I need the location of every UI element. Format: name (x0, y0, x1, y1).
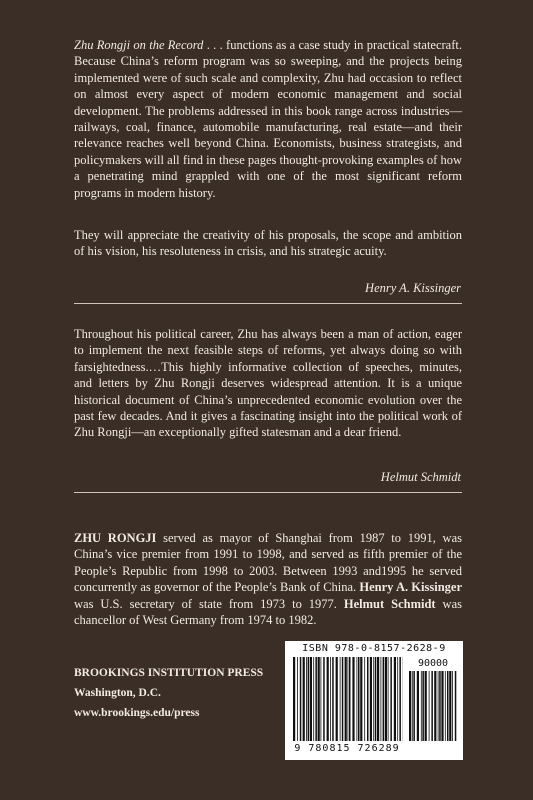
bio-text-schmidt: was chancellor of West Germany from 1974 to 1982. (74, 596, 462, 628)
barcode-bar (313, 657, 314, 741)
barcode-bar (409, 671, 411, 741)
schmidt-signature: Helmut Schmidt (380, 470, 461, 484)
barcode-bar (388, 657, 389, 741)
bio-name-zhu: ZHU RONGJI (74, 531, 157, 545)
barcode-bar (367, 657, 369, 741)
barcode-bar (377, 657, 379, 741)
publisher-url: www.brookings.edu/press (74, 707, 200, 719)
barcode-bar (315, 657, 317, 741)
barcode-bar (422, 671, 424, 741)
isbn-text: ISBN 978-0-8157-2628-9 (302, 643, 446, 654)
ean-number: 9 780815 726289 (294, 743, 400, 754)
author-bios (74, 530, 462, 628)
barcode-bar (375, 657, 377, 741)
publisher-city: Washington, D.C. (74, 687, 161, 699)
divider (74, 492, 462, 493)
kissinger-blurb (74, 37, 462, 201)
barcode-bar (373, 657, 374, 741)
barcode-bar (413, 671, 415, 741)
barcode-bar (297, 657, 298, 741)
barcode-bar (340, 657, 341, 741)
barcode-bar (310, 657, 312, 741)
barcode-bar (342, 657, 344, 741)
kissinger-signature: Henry A. Kissinger (365, 281, 461, 295)
barcode-bar (438, 671, 439, 741)
barcode-bar (358, 657, 360, 741)
addon-barcode-bars (409, 671, 457, 741)
barcode-bar (300, 657, 302, 741)
barcode-bar (429, 671, 430, 741)
price-code: 90000 (417, 658, 449, 669)
publisher-name: BROOKINGS INSTITUTION PRESS (74, 667, 264, 679)
bio-text-kissinger: was U.S. secretary of state from 1973 to 1977. (74, 596, 344, 611)
barcode-bar (364, 657, 365, 741)
barcode-bar (357, 657, 358, 741)
barcode-bar (381, 657, 382, 741)
barcode-bar (318, 657, 320, 741)
barcode-bar (417, 671, 419, 741)
divider (74, 303, 462, 304)
barcode-bar (441, 671, 443, 741)
barcode-bar (390, 657, 392, 741)
barcode-bar (345, 657, 347, 741)
barcode-bar (449, 671, 451, 741)
kissinger-blurb-second: They will appreciate the creativity of his proposals, the scope and ambition of his vision, his resoluteness in crisis, and his strategic acuity. (74, 228, 462, 259)
book-title: Zhu Rongji on the Record (74, 38, 204, 52)
barcode-bar (399, 657, 401, 741)
barcode-bar (293, 657, 295, 741)
schmidt-blurb: Throughout his political career, Zhu has always been a man of action, eager to implement the next feasible steps of reforms, yet always doing so with farsightedness.…This highly informative collection of speeches, minutes, and letters by Zhu Rongji deserves widespread attention. It is a unique historical document of China’s unprecedented economic evolution over the past few decades. And it gives a fascinating insight into the political work of Zhu Rongji—an exceptionally gifted statesman and a dear friend. (74, 327, 462, 440)
barcode-bar (412, 671, 413, 741)
barcode-bar (321, 657, 322, 741)
barcode-bar (431, 671, 433, 741)
barcode-bar (352, 657, 354, 741)
barcode-bar (323, 657, 325, 741)
barcode-bar (434, 671, 436, 741)
barcode-bar (445, 671, 446, 741)
bio-name-kissinger: Henry A. Kissinger (359, 580, 463, 595)
barcode-bar (383, 657, 385, 741)
barcode-bar (303, 657, 305, 741)
barcode-bar (336, 657, 338, 741)
barcode-bar (455, 671, 457, 741)
barcode-bar (349, 657, 351, 741)
barcode-bar (397, 657, 398, 741)
publisher-info (74, 663, 263, 723)
barcode-bar (306, 657, 307, 741)
barcode-bar (370, 657, 372, 741)
barcode-bar (327, 657, 329, 741)
barcode-bar (439, 671, 441, 741)
bio-name-schmidt: Helmut Schmidt (343, 596, 436, 611)
barcode-bar (308, 657, 310, 741)
bio-text-zhu: served as mayor of Shanghai from 1987 to 1991, was China’s vice premier from 1991 to 1998, and served as fifth premier of the People’s Republic from 1998 to 2003. Between 1993 and1995 he served concurrently as governor of the People’s Bank of China. (74, 531, 462, 595)
ean-barcode-bars (293, 657, 403, 741)
barcode-bar (447, 671, 449, 741)
barcode-bar (348, 657, 349, 741)
barcode-bar (385, 657, 387, 741)
isbn-barcode (285, 641, 463, 760)
barcode-bar (332, 657, 334, 741)
barcode-bar (330, 657, 331, 741)
barcode-bar (421, 671, 422, 741)
kissinger-blurb-text: . . . functions as a case study in practical statecraft. Because China’s reform program was so sweeping, and the projects being implemented were of such scale and complexity, Zhu had occasion to reflect on almost every aspect of modern economic management and social development. The problems addressed in this book range across industries—railways, coal, finance, automobile manufacturing, real estate—and their relevance reaches well beyond China. Economists, business strategists, and policymakers will all find in these pages thought-provoking examples of how a penetrating mind grappled with one of the most significant reform programs in modern history. (74, 38, 462, 200)
barcode-bar (394, 657, 396, 741)
barcode-bar (425, 671, 427, 741)
barcode-bar (360, 657, 362, 741)
barcode-bar (452, 671, 453, 741)
